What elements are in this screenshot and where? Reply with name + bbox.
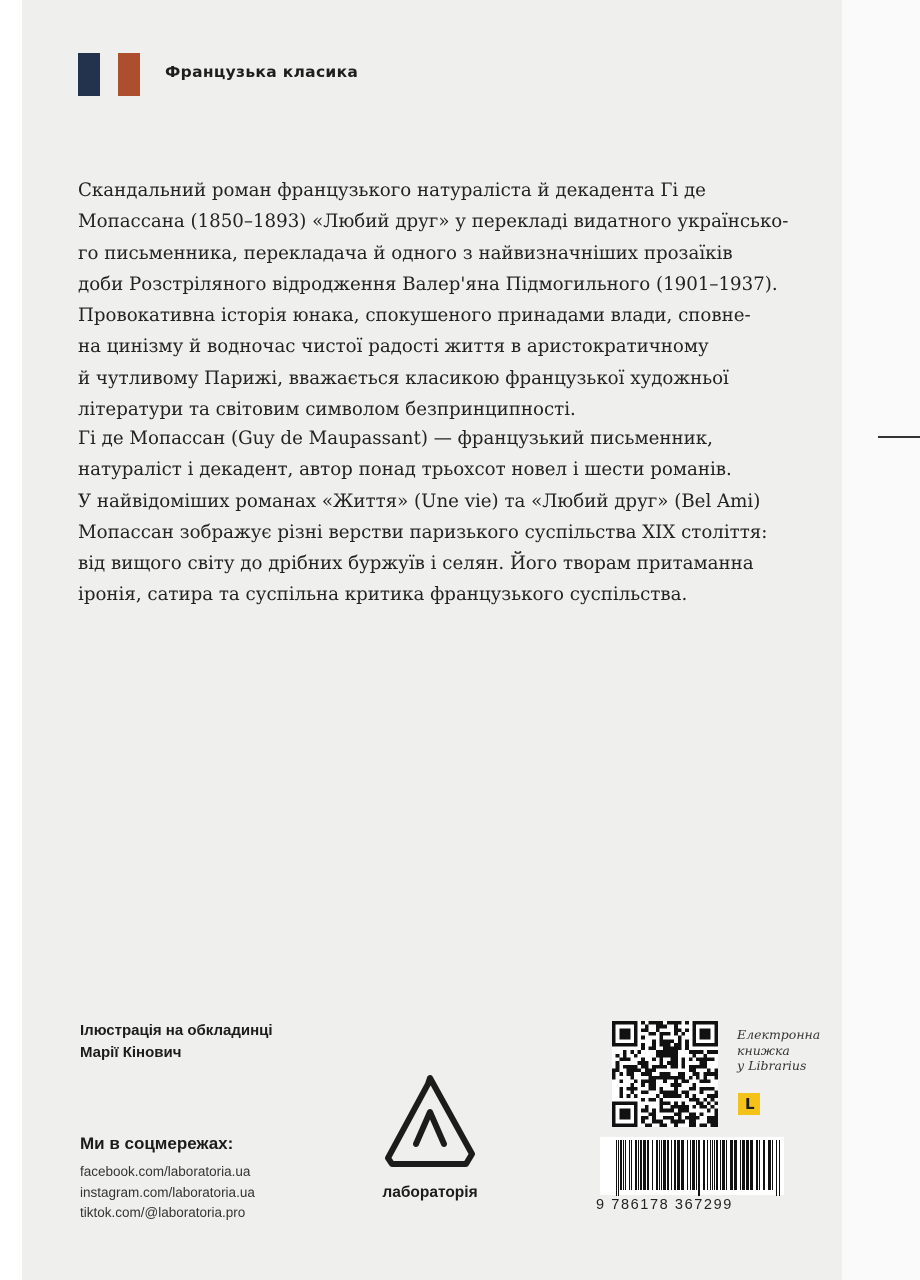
barcode-bar bbox=[703, 1140, 705, 1190]
barcode-bar bbox=[740, 1140, 741, 1190]
illustration-credit bbox=[80, 1020, 273, 1064]
barcode-bar bbox=[720, 1140, 721, 1190]
barcode-bar bbox=[640, 1140, 642, 1190]
barcode-bar bbox=[620, 1140, 622, 1190]
illustrator-name: Марії Кінович bbox=[80, 1044, 182, 1061]
spine-mark bbox=[878, 436, 920, 438]
barcode-bar bbox=[692, 1140, 695, 1190]
barcode-bar bbox=[722, 1140, 725, 1190]
barcode-bar bbox=[696, 1140, 697, 1190]
ebook-label-line: книжка bbox=[737, 1042, 790, 1058]
flag-blue-stripe bbox=[78, 53, 100, 96]
barcode-bar bbox=[667, 1140, 669, 1190]
barcode-bar bbox=[759, 1140, 760, 1190]
barcode-bar bbox=[707, 1140, 708, 1190]
bio-line: Гі де Мопассан (Guy de Maupassant) — французький письменник, bbox=[78, 428, 713, 449]
barcode-bar bbox=[671, 1140, 672, 1190]
ebook-label bbox=[737, 1027, 820, 1074]
barcode-bar bbox=[734, 1140, 737, 1190]
instagram-link[interactable]: instagram.com/laboratoria.ua bbox=[80, 1184, 255, 1200]
barcode-bar bbox=[768, 1140, 771, 1190]
barcode-bar bbox=[716, 1140, 718, 1190]
barcode-bar bbox=[638, 1140, 639, 1190]
facebook-link[interactable]: facebook.com/laboratoria.ua bbox=[80, 1164, 251, 1179]
barcode-bar bbox=[656, 1140, 658, 1190]
barcode-bar bbox=[776, 1140, 777, 1196]
barcode-bar bbox=[690, 1140, 691, 1190]
description-line: доби Розстріляного відродження Валер'яна Підмогильного (1901–1937). bbox=[78, 273, 778, 295]
book-spine-edge bbox=[842, 0, 920, 1280]
qr-code[interactable] bbox=[612, 1021, 718, 1127]
isbn-barcode bbox=[614, 1140, 784, 1196]
publisher-logo-icon bbox=[380, 1072, 480, 1172]
barcode-bar bbox=[616, 1140, 617, 1196]
barcode-bar bbox=[643, 1140, 646, 1190]
book-description bbox=[78, 175, 788, 425]
barcode-bar bbox=[674, 1140, 676, 1190]
barcode-bar bbox=[763, 1140, 765, 1190]
barcode-bar bbox=[779, 1140, 780, 1196]
barcode-bar bbox=[661, 1140, 662, 1190]
description-line: Провокативна історія юнака, спокушеного принадами влади, сповне- bbox=[78, 305, 751, 327]
bio-line: Мопассан зображує різні верстви паризького суспільства XIX століття: bbox=[78, 521, 768, 543]
barcode-bar bbox=[726, 1140, 727, 1190]
barcode-bar bbox=[681, 1140, 684, 1190]
bio-line: У найвідоміших романах «Життя» (Une vie) та «Любий друг» (Bel Ami) bbox=[78, 490, 761, 512]
barcode-bar bbox=[710, 1140, 711, 1190]
barcode-bar bbox=[687, 1140, 688, 1190]
isbn-number: 9 786178 367299 bbox=[596, 1197, 733, 1213]
librarius-logo bbox=[738, 1093, 760, 1115]
barcode-bar bbox=[659, 1140, 660, 1190]
publisher-name: лабораторія bbox=[382, 1184, 478, 1201]
barcode-bar bbox=[772, 1140, 773, 1190]
bio-line: натураліст і декадент, автор понад трьохсот новел і шести романів. bbox=[78, 459, 732, 481]
barcode-bar bbox=[746, 1140, 749, 1190]
bio-line: іронія, сатира та суспільна критика французького суспільства. bbox=[78, 584, 688, 606]
barcode-bar bbox=[712, 1140, 713, 1190]
barcode-bar bbox=[742, 1140, 745, 1190]
description-line: й чутливому Парижі, вважається класикою французької художньої bbox=[78, 367, 729, 389]
tiktok-link[interactable]: tiktok.com/@laboratoria.pro bbox=[80, 1205, 246, 1220]
illustration-credit-line: Ілюстрація на обкладинці bbox=[80, 1022, 273, 1039]
description-line: літератури та світовим символом безпринципності. bbox=[78, 399, 576, 421]
barcode-bar bbox=[677, 1140, 680, 1190]
barcode-bar bbox=[629, 1140, 630, 1190]
barcode-bar bbox=[631, 1140, 632, 1190]
barcode-bar bbox=[698, 1140, 700, 1196]
barcode-bar bbox=[663, 1140, 666, 1190]
social-heading: Ми в соцмережах: bbox=[80, 1134, 234, 1153]
description-line: Мопассана (1850–1893) «Любий друг» у перекладі видатного українсько- bbox=[78, 211, 789, 233]
librarius-letter: L bbox=[745, 1095, 755, 1113]
description-line: Скандальний роман французького натураліста й декадента Гі де bbox=[78, 180, 706, 201]
social-links bbox=[80, 1162, 255, 1224]
description-line: на цинізму й водночас чистої радості життя в аристократичному bbox=[78, 336, 709, 358]
barcode-bar bbox=[756, 1140, 758, 1190]
barcode-bar bbox=[750, 1140, 753, 1190]
series-title: Французька класика bbox=[165, 63, 359, 81]
barcode-bar bbox=[714, 1140, 715, 1190]
barcode-bar bbox=[635, 1140, 637, 1190]
description-line: го письменника, перекладача й одного з найвизначніших прозаїків bbox=[78, 242, 733, 264]
barcode-bar bbox=[730, 1140, 733, 1190]
ebook-label-line: Електронна bbox=[737, 1027, 821, 1042]
barcode-bar bbox=[647, 1140, 649, 1190]
barcode-bar bbox=[618, 1140, 619, 1196]
ebook-label-line: у Librarius bbox=[737, 1058, 807, 1073]
barcode-bar bbox=[623, 1140, 624, 1190]
author-bio bbox=[78, 423, 767, 611]
barcode-bar bbox=[625, 1140, 626, 1190]
flag-red-stripe bbox=[118, 53, 140, 96]
barcode-bar bbox=[652, 1140, 653, 1190]
bio-line: від вищого світу до дрібних буржуїв і селян. Його творам притаманна bbox=[78, 553, 754, 575]
